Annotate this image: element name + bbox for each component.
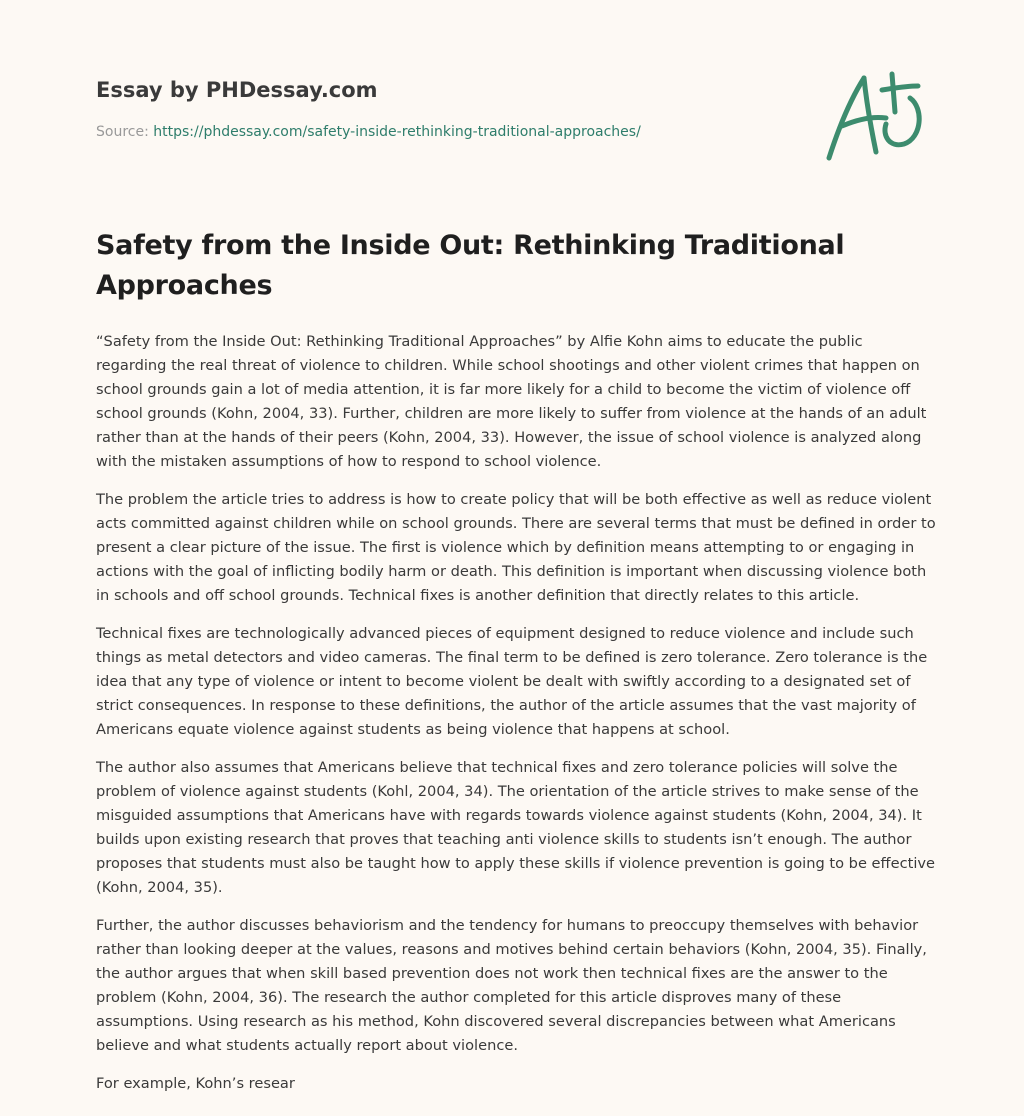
- a-plus-icon: [820, 68, 930, 164]
- source-link[interactable]: https://phdessay.com/safety-inside-rethinking-traditional-approaches/: [153, 124, 641, 140]
- article-paragraph: For example, Kohn’s resear: [96, 1075, 295, 1092]
- source-line: [96, 122, 796, 142]
- article: [96, 226, 936, 1110]
- site-title: Essay by PHDessay.com: [96, 78, 378, 102]
- source-label: Source:: [96, 124, 154, 140]
- article-paragraph: The problem the article tries to address is how to create policy that will be both effective as well as reduce violent acts committed against children while on school grounds. There are several terms that must be defined in order to present a clear picture of the issue. The first is violence which by definition means attempting to or engaging in actions with the goal of inflicting bodily harm or death. This definition is important when discussing violence both in schools and off school grounds. Technical fixes is another definition that directly relates to this article.: [96, 491, 936, 604]
- article-paragraph: The author also assumes that Americans believe that technical fixes and zero tolerance policies will solve the problem of violence against students (Kohl, 2004, 34). The orientation of the article strives to make sense of the misguided assumptions that Americans have with regards towards violence against students (Kohn, 2004, 34). It builds upon existing research that proves that teaching anti violence skills to students isn’t enough. The author proposes that students must also be taught how to apply these skills if violence prevention is going to be effective (Kohn, 2004, 35).: [96, 759, 935, 896]
- article-paragraph: Technical fixes are technologically advanced pieces of equipment designed to reduce violence and include such things as metal detectors and video cameras. The final term to be defined is zero tolerance. Zero tolerance is the idea that any type of violence or intent to become violent be dealt with swiftly according to a designated set of strict consequences. In response to these definitions, the author of the article assumes that the vast majority of Americans equate violence against students as being violence that happens at school.: [96, 625, 928, 738]
- article-paragraph: Further, the author discusses behaviorism and the tendency for humans to preoccupy themselves with behavior rather than looking deeper at the values, reasons and motives behind certain behaviors (Kohn, 2004, 35). Finally, the author argues that when skill based prevention does not work then technical fixes are the answer to the problem (Kohn, 2004, 36). The research the author completed for this article disproves many of these assumptions. Using research as his method, Kohn discovered several discrepancies between what Americans believe and what students actually report about violence.: [96, 917, 927, 1054]
- article-paragraph: “Safety from the Inside Out: Rethinking Traditional Approaches” by Alfie Kohn aims to educate the public regarding the real threat of violence to children. While school shootings and other violent crimes that happen on school grounds gain a lot of media attention, it is far more likely for a child to become the victim of violence off school grounds (Kohn, 2004, 33). Further, children are more likely to suffer from violence at the hands of an adult rather than at the hands of their peers (Kohn, 2004, 33). However, the issue of school violence is analyzed along with the mistaken assumptions of how to respond to school violence.: [96, 333, 927, 470]
- article-title: Safety from the Inside Out: Rethinking Traditional Approaches: [96, 230, 845, 301]
- page-header: [96, 76, 796, 142]
